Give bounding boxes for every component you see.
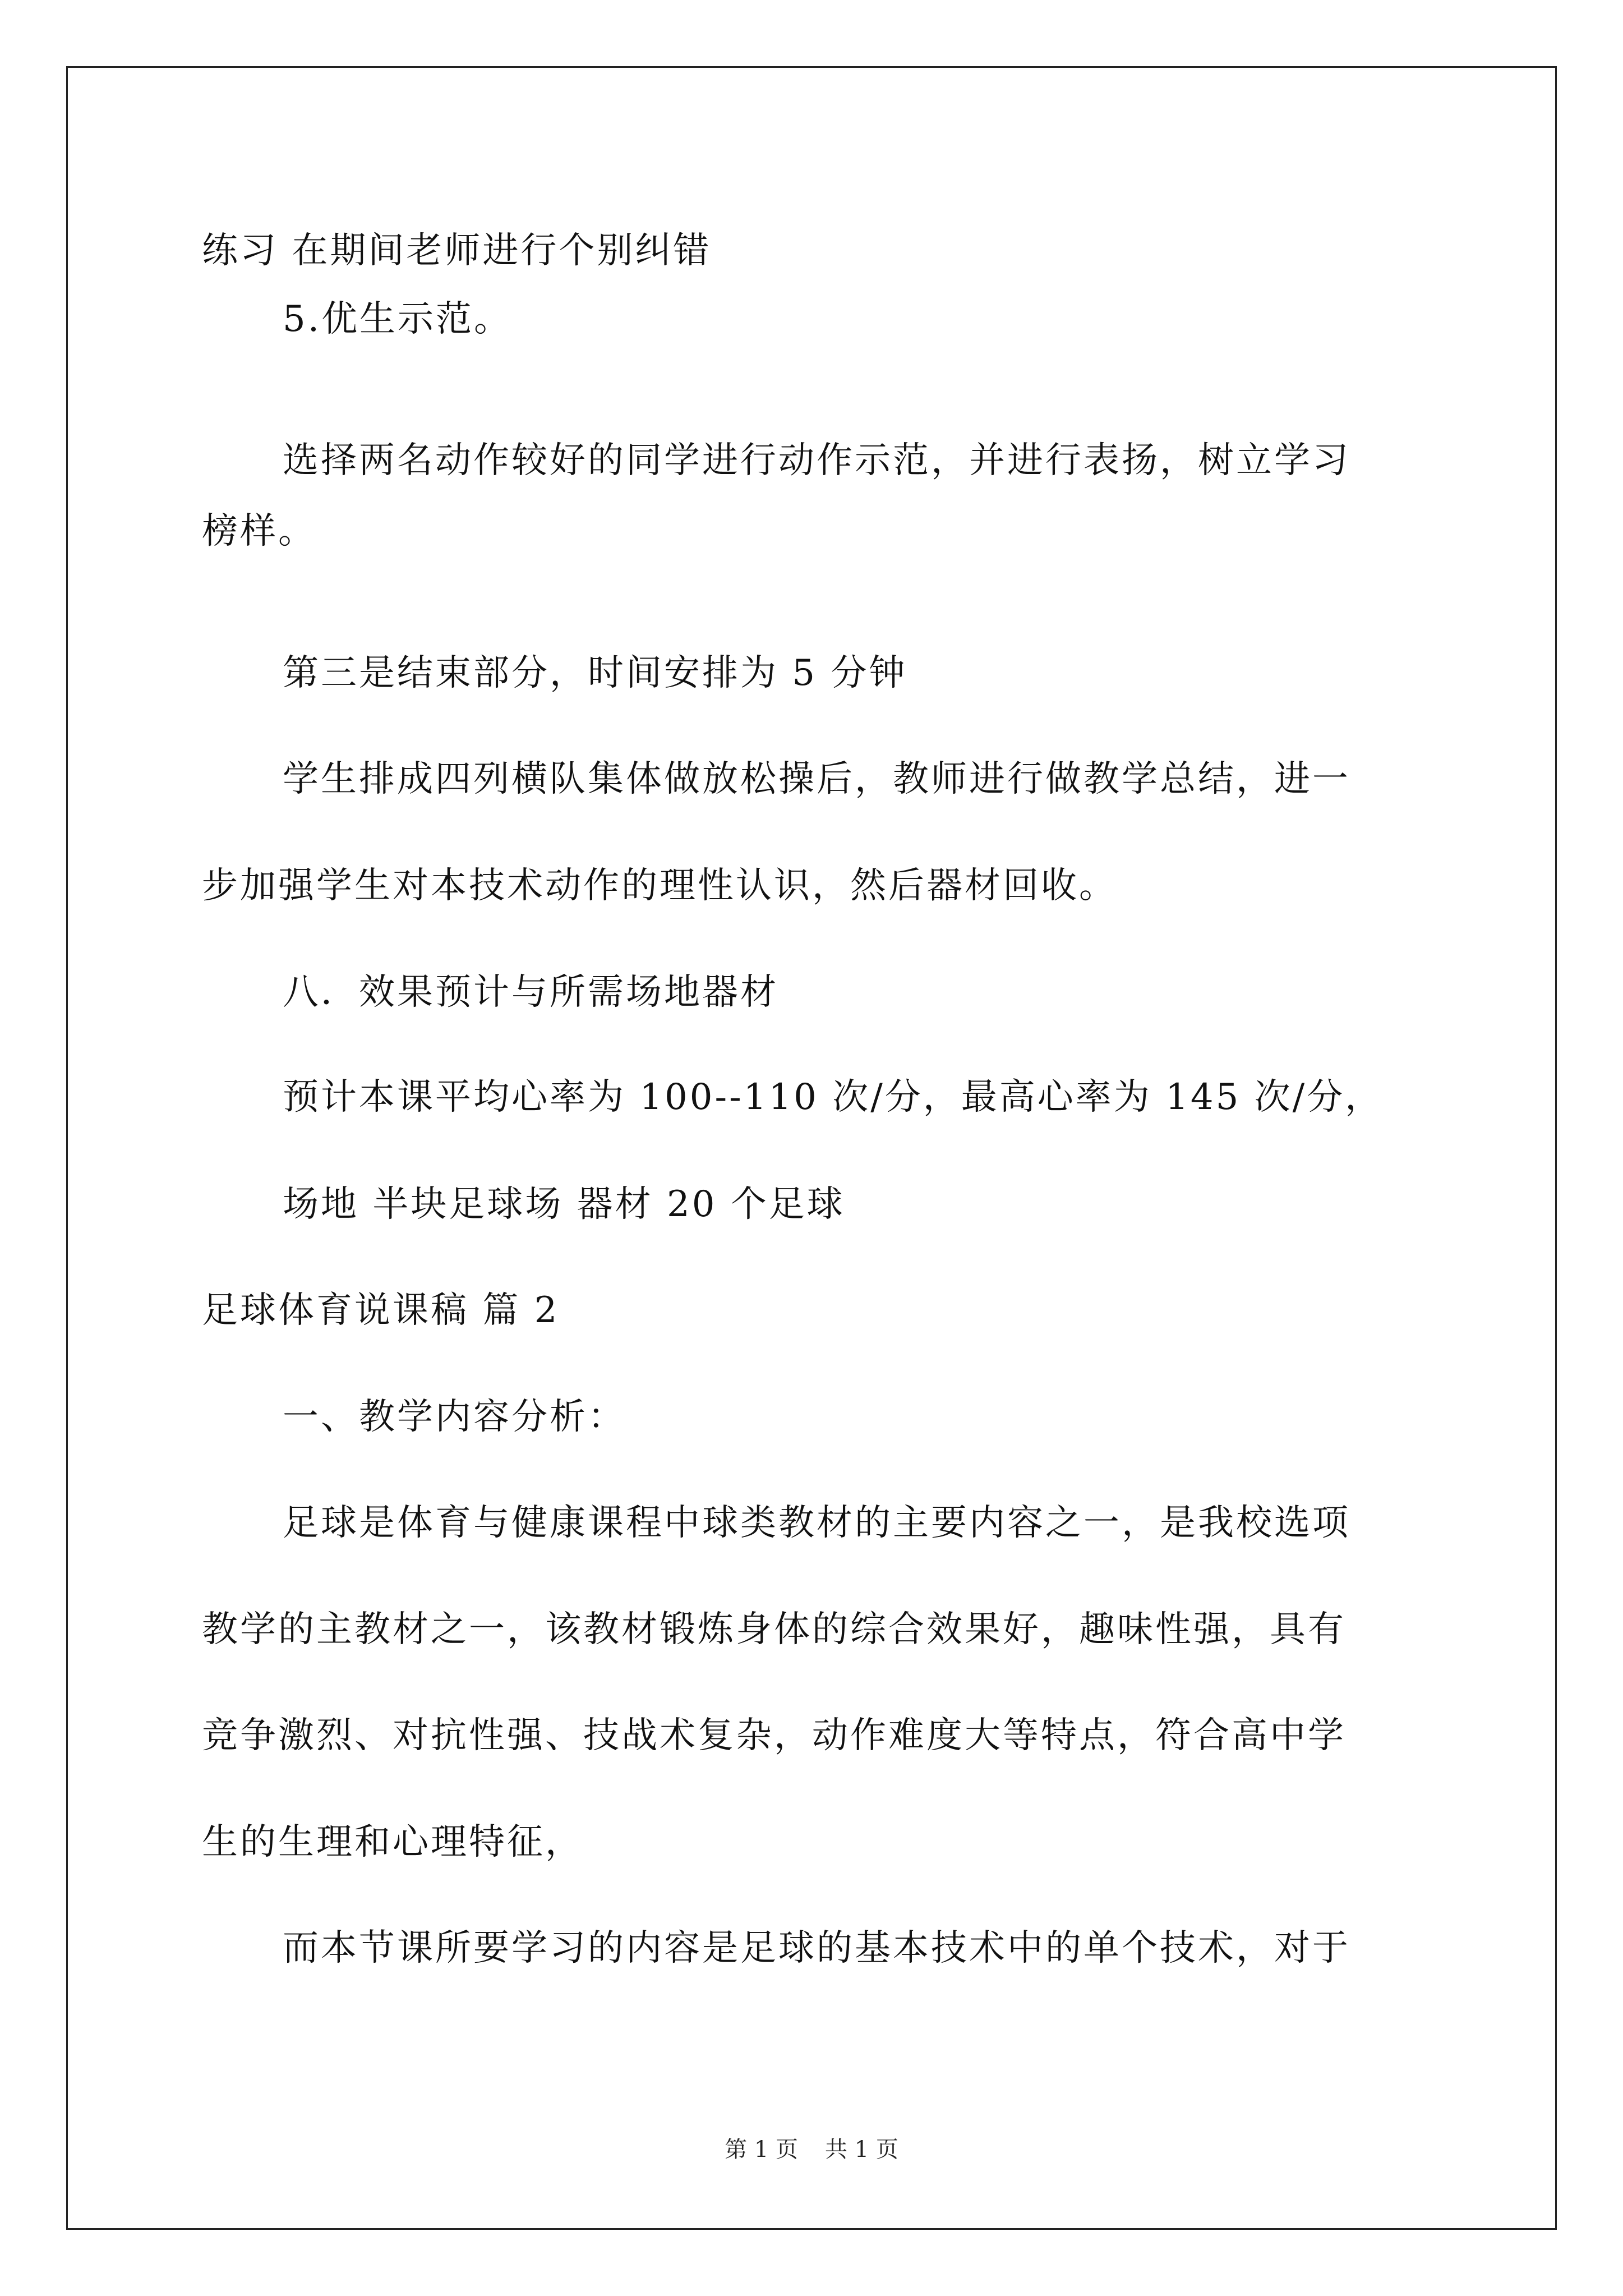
paragraph-line: 选择两名动作较好的同学进行动作示范，并进行表扬，树立学习 xyxy=(283,440,1350,481)
page-total: 共 1 页 xyxy=(825,2137,898,2162)
paragraph-line: 预计本课平均心率为 100--110 次/分，最高心率为 145 次/分， xyxy=(283,1076,1384,1118)
paragraph-line: 榜样。 xyxy=(202,510,316,552)
paragraph-line: 生的生理和心理特征， xyxy=(202,1821,583,1863)
page-number: 第 1 页 xyxy=(725,2137,798,2162)
paragraph-line: 八．效果预计与所需场地器材 xyxy=(283,972,778,1013)
paragraph-line: 学生排成四列横队集体做放松操后，教师进行做教学总结，进一 xyxy=(283,758,1350,800)
paragraph-line: 第三是结束部分，时间安排为 5 分钟 xyxy=(283,652,907,694)
paragraph-line: 而本节课所要学习的内容是足球的基本技术中的单个技术，对于 xyxy=(283,1927,1350,1969)
paragraph-line: 一、教学内容分析： xyxy=(283,1396,626,1438)
paragraph-line: 步加强学生对本技术动作的理性认识，然后器材回收。 xyxy=(202,865,1117,907)
paragraph-line: 场地 半块足球场 器材 20 个足球 xyxy=(283,1184,845,1225)
paragraph-line: 足球是体育与健康课程中球类教材的主要内容之一，是我校选项 xyxy=(283,1502,1350,1544)
paragraph-line: 5.优生示范。 xyxy=(283,298,513,340)
section-heading: 足球体育说课稿 篇 2 xyxy=(202,1290,560,1331)
paragraph-line: 教学的主教材之一，该教材锻炼身体的综合效果好，趣味性强，具有 xyxy=(202,1609,1346,1650)
page-border xyxy=(66,66,1557,2230)
page-footer xyxy=(0,2132,1623,2164)
paragraph-line: 练习 在期间老师进行个别纠错 xyxy=(202,230,712,272)
paragraph-line: 竞争激烈、对抗性强、技战术复杂，动作难度大等特点，符合高中学 xyxy=(202,1715,1346,1756)
